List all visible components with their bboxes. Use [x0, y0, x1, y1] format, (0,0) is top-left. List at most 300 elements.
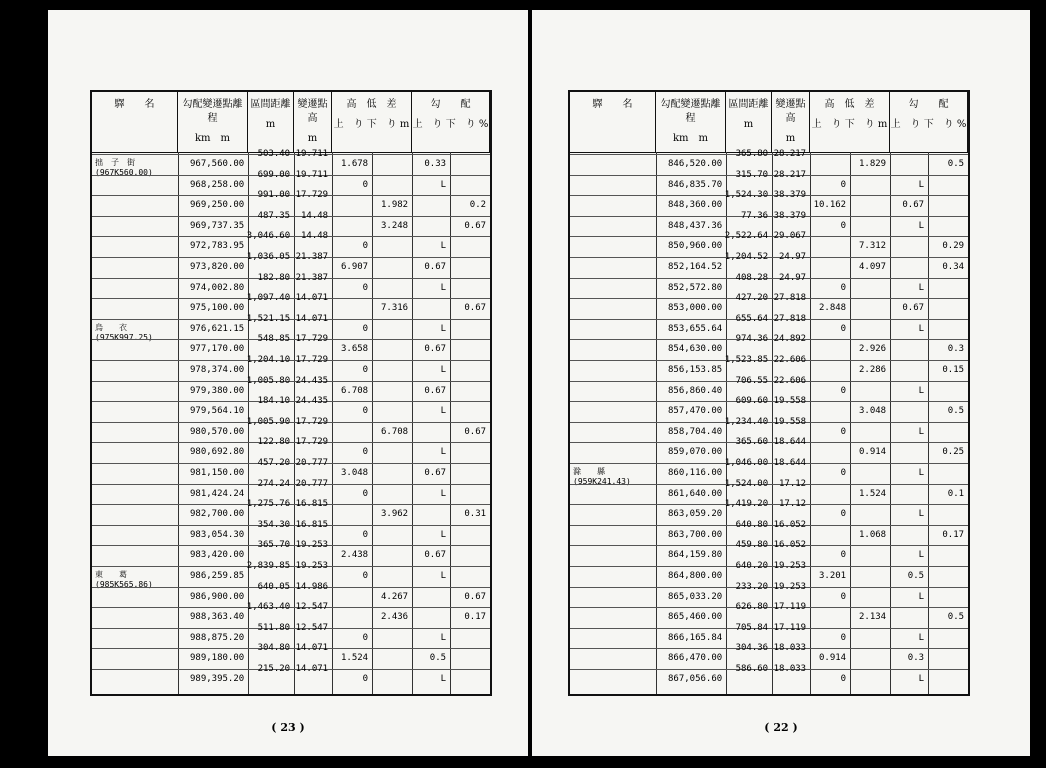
- cell: 1.982: [381, 200, 409, 211]
- cell: 969,737.35: [190, 220, 245, 231]
- cell: 852,572.80: [668, 282, 723, 293]
- cell: 705.84: [735, 622, 769, 633]
- cell: 22.606: [773, 355, 807, 365]
- table-row: [570, 313, 968, 338]
- cell: 0: [840, 632, 847, 643]
- cell: L: [918, 179, 925, 190]
- gradient-table: [90, 90, 492, 696]
- cell: L: [918, 426, 925, 437]
- cell: 0.2: [469, 200, 487, 211]
- cell: 857,470.00: [668, 406, 723, 417]
- table-row: [92, 643, 490, 667]
- gradient-table: [568, 90, 970, 696]
- cell: 0.67: [464, 426, 487, 437]
- table-row: [92, 252, 490, 276]
- page-number: ( 23 ): [271, 721, 305, 734]
- cell: 0: [362, 674, 369, 684]
- cell: 4.097: [859, 262, 887, 272]
- cell: 12.547: [295, 602, 329, 613]
- cell: 856,153.85: [668, 365, 723, 375]
- cell: 980,692.80: [190, 447, 245, 458]
- cell: 20.777: [295, 458, 329, 468]
- cell: 0: [840, 282, 847, 293]
- cell: 16.052: [773, 519, 807, 530]
- cell: 2,839.85: [246, 561, 291, 571]
- cell: 365.70: [257, 540, 291, 551]
- cell: 860,116.00: [668, 468, 723, 478]
- cell: 3.658: [341, 344, 369, 355]
- table-row: [92, 210, 490, 235]
- cell: 0: [362, 529, 369, 540]
- header-label: 區間距離: [250, 99, 291, 110]
- cell: 0.67: [464, 220, 487, 231]
- cell: 511.80: [257, 622, 291, 633]
- cell: 1,275.76: [246, 499, 291, 510]
- cell: 988,363.40: [190, 612, 245, 623]
- cell: 989,180.00: [190, 653, 245, 664]
- cell: 0: [840, 426, 847, 437]
- unit-label: km m: [194, 133, 231, 144]
- cell: 0: [362, 241, 369, 252]
- table-row: [92, 334, 490, 358]
- cell: 27.818: [773, 313, 807, 324]
- cell: 184.10: [257, 396, 291, 407]
- cell: 974.36: [735, 334, 769, 345]
- cell: 2.438: [341, 550, 369, 561]
- table-row: [570, 169, 968, 194]
- cell: 980,570.00: [190, 426, 245, 437]
- header-grad: [412, 92, 490, 152]
- cell: 979,380.00: [190, 385, 245, 396]
- cell: L: [440, 365, 447, 375]
- cell: 0.67: [902, 303, 925, 314]
- cell: 18.644: [773, 437, 807, 448]
- table-row: [92, 293, 490, 317]
- cell: 0.67: [424, 468, 447, 478]
- cell: 968,258.00: [190, 179, 245, 190]
- table-row: [570, 252, 968, 276]
- cell: 17.12: [779, 478, 807, 489]
- cell: 0: [362, 447, 369, 458]
- cell: 1,419.20: [724, 499, 769, 510]
- unit-label: 上 り 下 り m: [333, 119, 410, 130]
- table-row: [570, 396, 968, 420]
- cell: 699.00: [257, 169, 291, 180]
- cell: 14.48: [301, 210, 329, 221]
- cell: 981,150.00: [190, 468, 245, 478]
- cell: 1,524.00: [724, 478, 769, 489]
- table-row: [92, 416, 490, 441]
- table-header: [92, 92, 490, 153]
- cell: 14.071: [295, 643, 329, 654]
- cell: 867,056.60: [668, 674, 723, 684]
- header-elev: [294, 92, 332, 152]
- header-km: [656, 92, 726, 152]
- table-row: [92, 622, 490, 647]
- cell: 846,520.00: [668, 159, 723, 169]
- table-row: [92, 478, 490, 503]
- cell: L: [440, 406, 447, 417]
- cell: 3.962: [381, 509, 409, 520]
- cell: 0: [362, 632, 369, 643]
- cell: 17.729: [295, 416, 329, 427]
- cell: 38.379: [773, 190, 807, 201]
- table-row: [570, 210, 968, 235]
- header-label: 區間距離: [728, 99, 769, 110]
- cell: 16.052: [773, 540, 807, 551]
- cell: 19.253: [773, 561, 807, 571]
- cell: 982,700.00: [190, 509, 245, 520]
- cell: 16.815: [295, 519, 329, 530]
- cell: 408.28: [735, 272, 769, 283]
- cell: 1,046.00: [724, 458, 769, 468]
- cell: 978,374.00: [190, 365, 245, 375]
- cell: 640.05: [257, 581, 291, 592]
- cell: 182.80: [257, 272, 291, 283]
- cell: 0.67: [424, 550, 447, 561]
- cell: 858,704.40: [668, 426, 723, 437]
- cell: L: [440, 529, 447, 540]
- cell: 0.67: [424, 262, 447, 272]
- cell: 0.67: [902, 200, 925, 211]
- table-row: [570, 540, 968, 564]
- cell: 28.217: [773, 169, 807, 180]
- cell: 1,204.52: [724, 252, 769, 262]
- cell: 16.815: [295, 499, 329, 510]
- cell: 19.558: [773, 416, 807, 427]
- cell: 1.524: [341, 653, 369, 664]
- table-row: [92, 272, 490, 297]
- table-row: [92, 499, 490, 523]
- cell: L: [918, 674, 925, 684]
- right-page: [532, 10, 1030, 756]
- unit-label: 上 り 下 り %: [412, 119, 489, 130]
- cell: 1,521.15: [246, 313, 291, 324]
- cell: 2.286: [859, 365, 887, 375]
- table-row: [570, 519, 968, 544]
- cell: 967,560.00: [190, 159, 245, 169]
- cell: 17.729: [295, 334, 329, 345]
- cell: 0: [840, 468, 847, 478]
- cell: 1,097.40: [246, 293, 291, 304]
- cell: 烏 衣 (975K997.25): [95, 322, 153, 342]
- cell: 0.5: [947, 612, 965, 623]
- cell: 4.267: [381, 591, 409, 602]
- cell: 706.55: [735, 375, 769, 386]
- cell: 14.071: [295, 293, 329, 304]
- cell: 24.435: [295, 396, 329, 407]
- cell: 459.80: [735, 540, 769, 551]
- cell: 0: [840, 509, 847, 520]
- cell: 979,564.10: [190, 406, 245, 417]
- cell: 17.729: [295, 437, 329, 448]
- cell: 24.97: [779, 252, 807, 262]
- cell: 19.558: [773, 396, 807, 407]
- cell: 14.48: [301, 231, 329, 242]
- header-label: 變遷點高: [775, 99, 806, 124]
- table-row: [570, 149, 968, 173]
- cell: 1,463.40: [246, 602, 291, 613]
- cell: 864,800.00: [668, 571, 723, 581]
- cell: 233.20: [735, 581, 769, 592]
- table-row: [570, 334, 968, 358]
- cell: 0.914: [819, 653, 847, 664]
- cell: 3.048: [341, 468, 369, 478]
- cell: 0: [362, 179, 369, 190]
- cell: L: [440, 632, 447, 643]
- page-number: ( 22 ): [764, 721, 798, 734]
- table-row: [92, 396, 490, 420]
- cell: 28.217: [773, 149, 807, 159]
- cell: 東 葛 (985K565.86): [95, 570, 153, 589]
- cell: 848,437.36: [668, 220, 723, 231]
- header-elev: [772, 92, 810, 152]
- cell: 427.20: [735, 293, 769, 304]
- cell: 848,360.00: [668, 200, 723, 211]
- cell: 0: [840, 550, 847, 561]
- cell: 983,054.30: [190, 529, 245, 540]
- cell: 0: [840, 323, 847, 334]
- cell: 989,395.20: [190, 674, 245, 684]
- cell: 38.379: [773, 210, 807, 221]
- cell: 122.80: [257, 437, 291, 448]
- table-row: [570, 561, 968, 585]
- cell: 864,159.80: [668, 550, 723, 561]
- cell: 0.3: [907, 653, 925, 664]
- unit-label: m: [265, 119, 276, 130]
- cell: 19.253: [295, 561, 329, 571]
- cell: 846,835.70: [668, 179, 723, 190]
- table-row: [570, 231, 968, 255]
- cell: L: [440, 674, 447, 684]
- cell: 972,783.95: [190, 241, 245, 252]
- table-row: [570, 375, 968, 400]
- cell: 274.24: [257, 478, 291, 489]
- cell: 24.892: [773, 334, 807, 345]
- cell: 1,234.40: [724, 416, 769, 427]
- cell: 1,204.10: [246, 355, 291, 365]
- cell: 0.67: [424, 344, 447, 355]
- cell: 640.80: [735, 519, 769, 530]
- cell: 2.926: [859, 344, 887, 355]
- cell: 1,005.80: [246, 375, 291, 386]
- cell: 304.80: [257, 643, 291, 654]
- table-row: [570, 622, 968, 647]
- cell: 0.914: [859, 447, 887, 458]
- cell: 1,523.85: [724, 355, 769, 365]
- cell: 548.85: [257, 334, 291, 345]
- table-row: [570, 272, 968, 297]
- cell: 853,000.00: [668, 303, 723, 314]
- cell: 861,640.00: [668, 488, 723, 499]
- cell: 986,259.85: [190, 571, 245, 581]
- cell: 19.253: [773, 581, 807, 592]
- cell: 0: [362, 571, 369, 581]
- cell: L: [440, 241, 447, 252]
- cell: 866,470.00: [668, 653, 723, 664]
- header-km: [178, 92, 248, 152]
- cell: 滁 縣 (959K241.43): [573, 467, 631, 486]
- cell: 0.33: [424, 159, 447, 169]
- cell: 0: [840, 674, 847, 684]
- header-label: 勾 配: [908, 99, 949, 110]
- cell: 7.312: [859, 241, 887, 252]
- cell: 354.30: [257, 519, 291, 530]
- cell: 0: [362, 365, 369, 375]
- cell: 973,820.00: [190, 262, 245, 272]
- cell: L: [440, 488, 447, 499]
- cell: 6.907: [341, 262, 369, 272]
- cell: 315.70: [735, 169, 769, 180]
- cell: L: [918, 385, 925, 396]
- cell: 1,524.30: [724, 190, 769, 201]
- cell: 1.678: [341, 159, 369, 169]
- table-row: [92, 458, 490, 482]
- cell: 487.35: [257, 210, 291, 221]
- cell: 3.248: [381, 220, 409, 231]
- header-dist: [726, 92, 772, 152]
- cell: 0.67: [424, 385, 447, 396]
- cell: 0.1: [947, 488, 965, 499]
- cell: 22.606: [773, 375, 807, 386]
- cell: 6.708: [341, 385, 369, 396]
- cell: 865,033.20: [668, 591, 723, 602]
- cell: 854,630.00: [668, 344, 723, 355]
- cell: 2,522.64: [724, 231, 769, 242]
- table-row: [92, 540, 490, 564]
- cell: 865,460.00: [668, 612, 723, 623]
- table-row: [92, 602, 490, 626]
- cell: 0.5: [907, 571, 925, 581]
- unit-label: 上 り 下 り %: [890, 119, 967, 130]
- cell: 24.97: [779, 272, 807, 283]
- table-row: [570, 293, 968, 317]
- header-label: 高 低 差: [824, 99, 875, 110]
- cell: L: [440, 447, 447, 458]
- cell: L: [440, 571, 447, 581]
- cell: 27.818: [773, 293, 807, 304]
- cell: 974,002.80: [190, 282, 245, 293]
- cell: 1.068: [859, 529, 887, 540]
- cell: 拙 子 街 (967K560.00): [95, 158, 153, 177]
- unit-label: m: [785, 133, 796, 144]
- cell: 17.12: [779, 499, 807, 510]
- unit-label: 上 り 下 り m: [811, 119, 888, 130]
- cell: 29.067: [773, 231, 807, 242]
- cell: 19.711: [295, 149, 329, 159]
- table-row: [92, 519, 490, 544]
- cell: 1,036.05: [246, 252, 291, 262]
- cell: 0.34: [942, 262, 965, 272]
- table-row: [92, 664, 490, 688]
- table-row: [92, 355, 490, 379]
- header-label: 高 低 差: [346, 99, 397, 110]
- table-row: [570, 664, 968, 688]
- cell: 0.67: [464, 303, 487, 314]
- cell: L: [918, 550, 925, 561]
- cell: 3.048: [859, 406, 887, 417]
- table-row: [570, 581, 968, 606]
- cell: 0.5: [429, 653, 447, 664]
- header-label: 勾 配: [430, 99, 471, 110]
- cell: 304.36: [735, 643, 769, 654]
- cell: 975,100.00: [190, 303, 245, 314]
- table-row: [570, 643, 968, 667]
- table-row: [570, 499, 968, 523]
- cell: 17.729: [295, 190, 329, 201]
- cell: 18.033: [773, 664, 807, 674]
- cell: 0: [362, 488, 369, 499]
- cell: L: [440, 323, 447, 334]
- cell: 976,621.15: [190, 323, 245, 334]
- table-row: [570, 437, 968, 461]
- cell: 852,164.52: [668, 262, 723, 272]
- cell: 10.162: [813, 200, 847, 211]
- cell: 7.316: [381, 303, 409, 314]
- header-station: [92, 92, 178, 152]
- cell: 0.67: [464, 591, 487, 602]
- table-row: [92, 231, 490, 255]
- cell: 0: [840, 220, 847, 231]
- cell: 17.119: [773, 622, 807, 633]
- cell: 2.134: [859, 612, 887, 623]
- cell: 863,700.00: [668, 529, 723, 540]
- cell: 991.00: [257, 190, 291, 201]
- cell: 457.20: [257, 458, 291, 468]
- cell: 626.80: [735, 602, 769, 613]
- header-grad: [890, 92, 968, 152]
- cell: 0.17: [942, 529, 965, 540]
- header-label: 驛 名: [114, 99, 155, 110]
- cell: 986,900.00: [190, 591, 245, 602]
- cell: 983,420.00: [190, 550, 245, 561]
- table-row: [92, 169, 490, 194]
- cell: 14.071: [295, 664, 329, 674]
- cell: 3,046.60: [246, 231, 291, 242]
- header-label: 勾配變遷點離程: [660, 99, 721, 124]
- cell: 17.119: [773, 602, 807, 613]
- cell: 0.5: [947, 406, 965, 417]
- table-row: [570, 416, 968, 441]
- cell: 6.708: [381, 426, 409, 437]
- cell: 24.435: [295, 375, 329, 386]
- cell: 2.848: [819, 303, 847, 314]
- cell: 2.436: [381, 612, 409, 623]
- unit-label: km m: [672, 133, 709, 144]
- cell: L: [918, 632, 925, 643]
- cell: L: [440, 179, 447, 190]
- cell: 0: [840, 591, 847, 602]
- cell: L: [918, 591, 925, 602]
- cell: 19.711: [295, 169, 329, 180]
- cell: 969,250.00: [190, 200, 245, 211]
- unit-label: m: [743, 119, 754, 130]
- cell: 0.17: [464, 612, 487, 623]
- cell: 18.644: [773, 458, 807, 468]
- header-dist: [248, 92, 294, 152]
- cell: 19.253: [295, 540, 329, 551]
- cell: 0.15: [942, 365, 965, 375]
- left-page: [48, 10, 528, 756]
- cell: L: [918, 509, 925, 520]
- table-row: [570, 478, 968, 503]
- table-row: [570, 602, 968, 626]
- cell: 365.80: [735, 149, 769, 159]
- cell: 0.3: [947, 344, 965, 355]
- cell: 14.071: [295, 313, 329, 324]
- cell: 586.60: [735, 664, 769, 674]
- header-label: 勾配變遷點離程: [182, 99, 243, 124]
